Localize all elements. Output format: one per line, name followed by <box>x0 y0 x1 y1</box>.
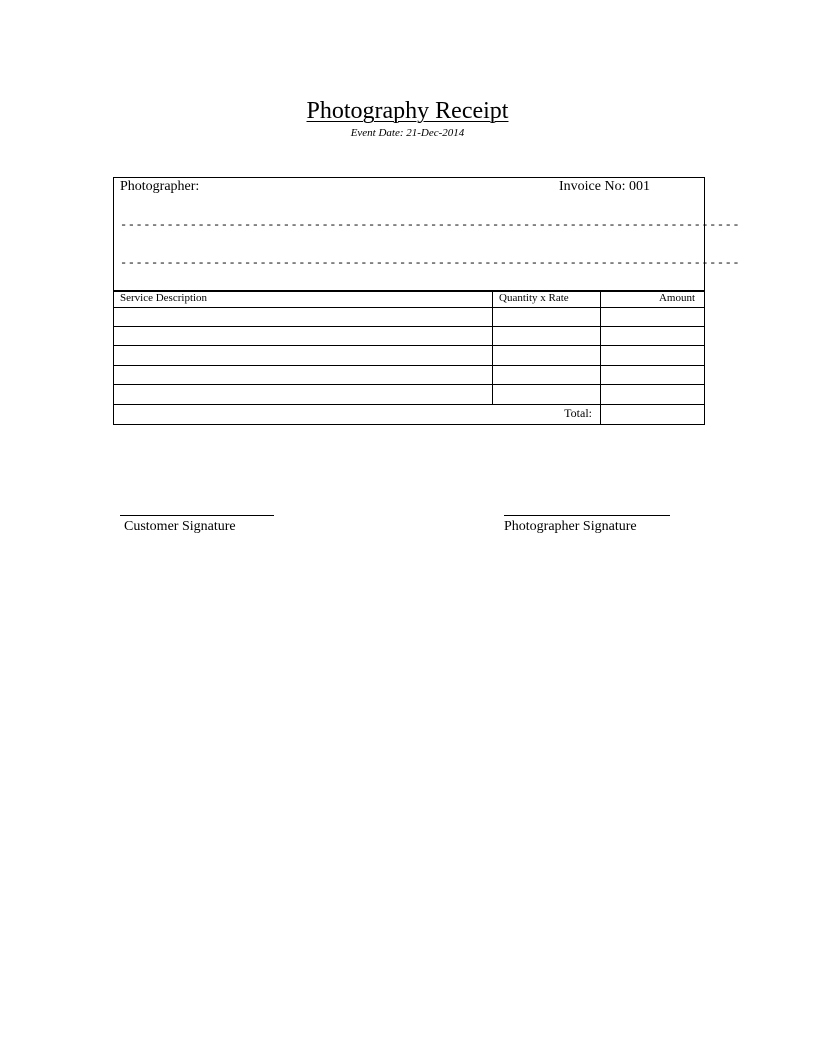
page-title: Photography Receipt <box>306 98 509 124</box>
column-divider <box>492 291 493 404</box>
amount-cell[interactable] <box>602 385 702 403</box>
amount-cell[interactable] <box>602 308 702 326</box>
column-divider <box>600 291 601 424</box>
photographer-label: Photographer: <box>120 179 200 194</box>
total-amount-cell[interactable] <box>602 405 702 423</box>
photographer-signature-line[interactable] <box>504 515 670 516</box>
service-description-cell[interactable] <box>114 385 491 403</box>
invoice-number: Invoice No: 001 <box>559 179 650 194</box>
photographer-line-2[interactable]: -------------------------------------------------------------------------------- <box>120 256 741 270</box>
service-description-cell[interactable] <box>114 327 491 345</box>
quantity-rate-cell[interactable] <box>494 346 599 364</box>
amount-cell[interactable] <box>602 346 702 364</box>
service-description-cell[interactable] <box>114 366 491 384</box>
quantity-rate-cell[interactable] <box>494 308 599 326</box>
column-header-quantity-rate: Quantity x Rate <box>499 292 569 304</box>
quantity-rate-cell[interactable] <box>494 366 599 384</box>
photographer-signature-label: Photographer Signature <box>504 519 637 534</box>
photographer-line-1[interactable]: -------------------------------------------------------------------------------- <box>120 218 741 232</box>
quantity-rate-cell[interactable] <box>494 327 599 345</box>
quantity-rate-cell[interactable] <box>494 385 599 403</box>
amount-cell[interactable] <box>602 327 702 345</box>
service-description-cell[interactable] <box>114 308 491 326</box>
column-header-amount: Amount <box>658 292 695 304</box>
customer-signature-label: Customer Signature <box>124 519 236 534</box>
event-date: Event Date: 21-Dec-2014 <box>350 127 465 139</box>
customer-signature-line[interactable] <box>120 515 274 516</box>
amount-cell[interactable] <box>602 366 702 384</box>
service-description-cell[interactable] <box>114 346 491 364</box>
column-header-service-description: Service Description <box>120 292 208 304</box>
total-label: Total: <box>564 406 592 420</box>
